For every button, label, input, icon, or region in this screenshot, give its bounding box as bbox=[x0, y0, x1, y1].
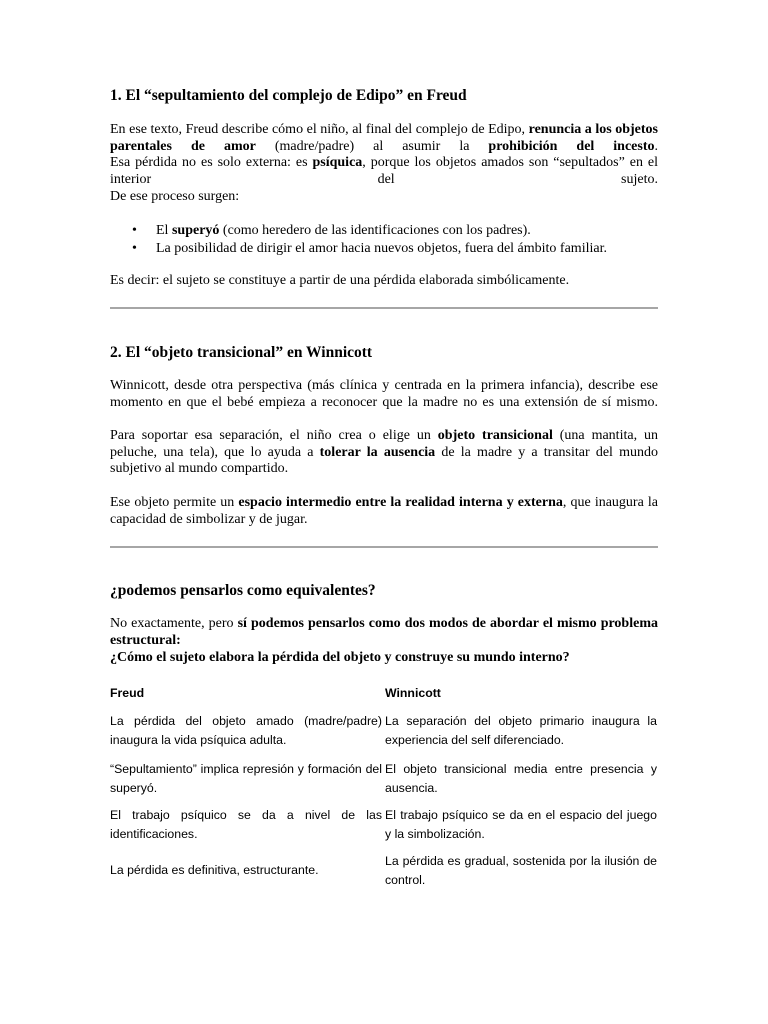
table-cell: La pérdida es gradual, sostenida por la ilusión de control. bbox=[385, 854, 657, 887]
bullet-text: El superyó (como heredero de las identificaciones con los padres). bbox=[156, 223, 531, 238]
table-cell: La pérdida es definitiva, estructurante. bbox=[110, 863, 319, 877]
table-cell: El trabajo psíquico se da a nivel de las identificaciones. bbox=[110, 808, 382, 841]
comparison-table bbox=[110, 684, 658, 894]
section2-heading: 2. El “objeto transicional” en Winnicott bbox=[110, 344, 373, 361]
bullet-text: La posibilidad de dirigir el amor hacia nuevos objetos, fuera del ámbito familiar. bbox=[156, 240, 607, 256]
table-cell: El objeto transicional media entre presencia y ausencia. bbox=[385, 762, 657, 795]
table-header-winnicott: Winnicott bbox=[385, 686, 441, 700]
bullet-icon: • bbox=[132, 223, 137, 238]
section1-paragraph-2: Esa pérdida no es solo externa: es psíquica, porque los objetos amados son “sepultados” en el interior del sujeto. bbox=[110, 155, 658, 187]
section1-paragraph-3: De ese proceso surgen: bbox=[110, 189, 240, 204]
table-cell: La pérdida del objeto amado (madre/padre) inaugura la vida psíquica adulta. bbox=[110, 714, 382, 747]
section3-paragraph-2: ¿Cómo el sujeto elabora la pérdida del objeto y construye su mundo interno? bbox=[110, 650, 570, 665]
section3-heading: ¿podemos pensarlos como equivalentes? bbox=[110, 582, 376, 599]
section-divider bbox=[110, 307, 658, 309]
section2-paragraph-2: Para soportar esa separación, el niño crea o elige un objeto transicional (una mantita, un peluche, una tela), que lo ayuda a tolerar la ausencia de la madre y a transitar del mundo subjetivo al mundo compartido. bbox=[110, 428, 659, 477]
section2-paragraph-3: Ese objeto permite un espacio intermedio entre la realidad interna y externa, que inaugura la capacidad de simbolizar y de jugar. bbox=[110, 495, 659, 527]
section2-paragraph-1: Winnicott, desde otra perspectiva (más clínica y centrada en la primera infancia), describe ese momento en que el bebé empieza a reconocer que la madre no es una extensión de sí mismo. bbox=[110, 378, 658, 410]
section1-paragraph-1: En ese texto, Freud describe cómo el niño, al final del complejo de Edipo, renuncia a los objetos parentales de amor (madre/padre) al asumir la prohibición del incesto. bbox=[110, 122, 659, 154]
list-item bbox=[110, 222, 658, 240]
section1-paragraph-4: Es decir: el sujeto se constituye a partir de una pérdida elaborada simbólicamente. bbox=[110, 273, 570, 288]
section-divider bbox=[110, 546, 658, 548]
bullet-icon: • bbox=[132, 240, 137, 256]
section1-bullet-list bbox=[110, 222, 658, 257]
section1-heading: 1. El “sepultamiento del complejo de Edipo” en Freud bbox=[110, 87, 467, 104]
table-cell: “Sepultamiento” implica represión y formación del superyó. bbox=[110, 762, 382, 795]
table-cell: El trabajo psíquico se da en el espacio del juego y la simbolización. bbox=[385, 808, 657, 841]
table-header-freud: Freud bbox=[110, 686, 145, 700]
section3-paragraph-1: No exactamente, pero sí podemos pensarlos como dos modos de abordar el mismo problema estructural: bbox=[110, 616, 658, 648]
table-cell: La separación del objeto primario inaugura la experiencia del self diferenciado. bbox=[385, 714, 657, 747]
list-item bbox=[110, 240, 658, 258]
